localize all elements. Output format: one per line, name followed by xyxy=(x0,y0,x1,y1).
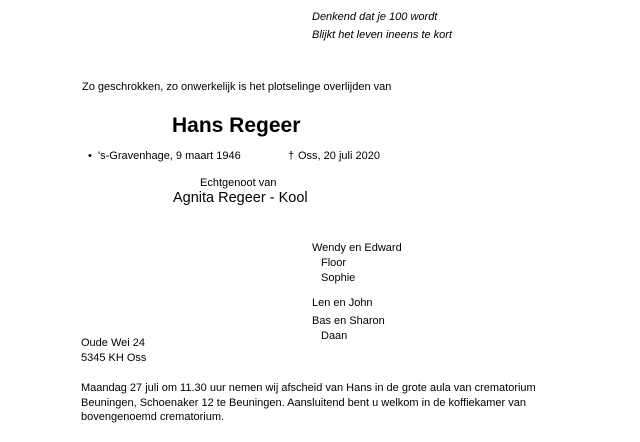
birth-symbol-icon: • xyxy=(88,150,92,162)
family-child: Sophie xyxy=(321,272,356,284)
family-child: Floor xyxy=(321,257,347,269)
motto-line-1: Denkend dat je 100 wordt xyxy=(312,11,438,23)
spouse-name: Agnita Regeer - Kool xyxy=(173,190,308,206)
cross-icon: † xyxy=(288,150,295,162)
funeral-notice-line: bovengenoemd crematorium. xyxy=(81,411,225,423)
address-city: 5345 KH Oss xyxy=(81,351,147,364)
birth-text: 's-Gravenhage, 9 maart 1946 xyxy=(98,150,241,162)
family-parents: Len en John xyxy=(312,297,373,309)
funeral-notice-line: Beuningen, Schoenaker 12 te Beuningen. Aansluitend bent u welkom in de koffiekamer van xyxy=(81,396,526,409)
address xyxy=(81,336,146,365)
birth-info xyxy=(88,149,241,163)
funeral-notice xyxy=(81,381,551,425)
family-parents: Wendy en Edward xyxy=(312,242,402,254)
family-list xyxy=(312,241,402,344)
family-child: Daan xyxy=(321,330,348,342)
funeral-notice-line: Maandag 27 juli om 11.30 uur nemen wij afscheid van Hans in de grote aula van crematorium xyxy=(81,382,536,394)
address-street: Oude Wei 24 xyxy=(81,337,146,349)
motto-line-2: Blijkt het leven ineens te kort xyxy=(312,29,453,41)
death-info xyxy=(288,149,380,163)
motto xyxy=(312,8,452,44)
death-text: Oss, 20 juli 2020 xyxy=(298,150,380,162)
spouse-label: Echtgenoot van xyxy=(200,177,277,189)
family-parents: Bas en Sharon xyxy=(312,315,385,327)
deceased-name: Hans Regeer xyxy=(172,114,301,137)
intro-text: Zo geschrokken, zo onwerkelijk is het plotselinge overlijden van xyxy=(82,81,392,93)
